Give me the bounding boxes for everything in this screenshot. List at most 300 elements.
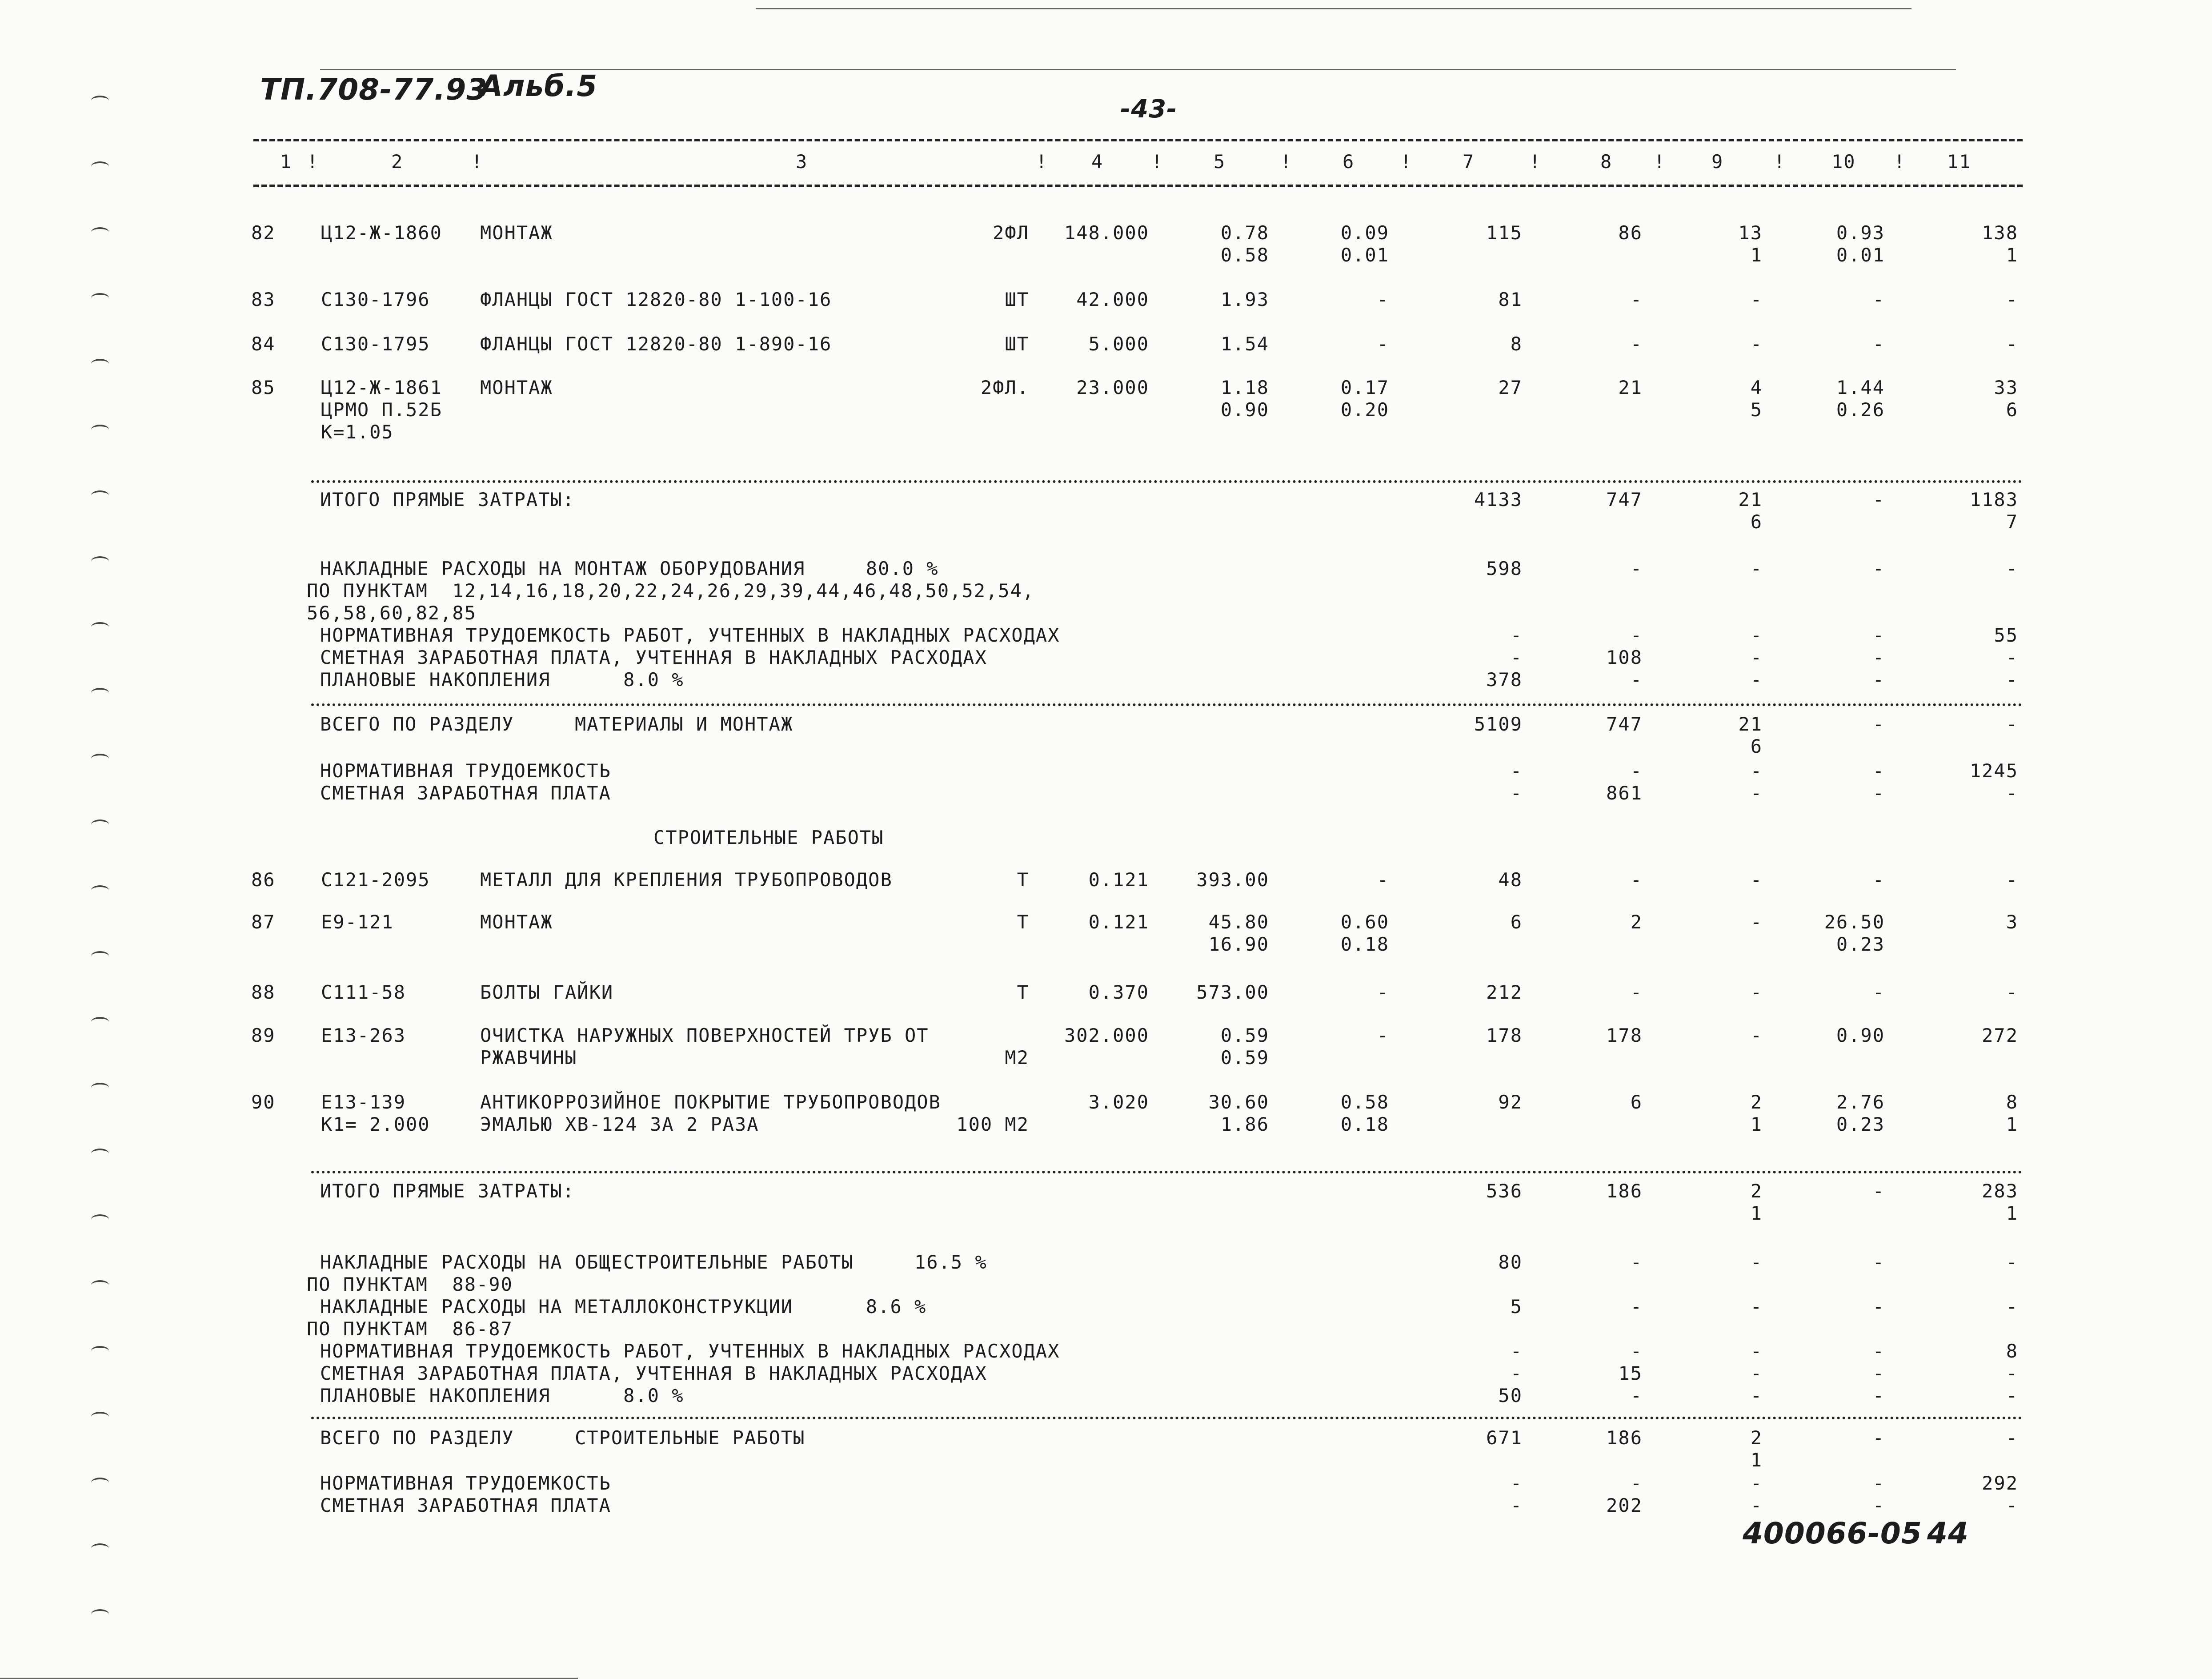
row-c9: 1: [1750, 244, 1763, 266]
overhead1-value: -: [2006, 669, 2018, 691]
row-code: Е13-139: [321, 1091, 406, 1113]
row-c5: 0.78: [1220, 222, 1269, 244]
overhead2-value: -: [1510, 1362, 1523, 1384]
row-unit: 2ФЛ.: [980, 377, 1029, 398]
separator-4: [311, 1417, 2023, 1419]
row-c5: 1.54: [1220, 333, 1269, 355]
row-c8: 178: [1606, 1024, 1643, 1046]
overhead2-value: -: [1750, 1296, 1763, 1317]
overhead2-line: НАКЛАДНЫЕ РАСХОДЫ НА ОБЩЕСТРОИТЕЛЬНЫЕ РАБОТЫ 16.5 %: [320, 1251, 987, 1273]
section2-label: ВСЕГО ПО РАЗДЕЛУ СТРОИТЕЛЬНЫЕ РАБОТЫ: [320, 1427, 805, 1449]
punch-mark: [91, 293, 109, 303]
overhead1-line: 56,58,60,82,85: [307, 602, 477, 624]
overhead2-line: ПО ПУНКТАМ 86-87: [307, 1318, 513, 1340]
summary1-c9: 6: [1750, 511, 1763, 533]
overhead1-value: -: [1872, 647, 1885, 668]
row-c9: 4: [1750, 377, 1763, 398]
row-c6: 0.18: [1340, 1113, 1389, 1135]
row-description: МОНТАЖ: [480, 911, 553, 933]
section1-norm-value: 1245: [1969, 760, 2018, 782]
overhead2-value: 80: [1498, 1251, 1523, 1273]
punch-mark: [91, 490, 109, 500]
column-number-7: 7: [1463, 151, 1475, 173]
punch-mark: [91, 885, 109, 895]
section1-wage-label: СМЕТНАЯ ЗАРАБОТНАЯ ПЛАТА: [320, 782, 611, 804]
overhead2-value: -: [1872, 1251, 1885, 1273]
row-c5: 0.59: [1220, 1047, 1269, 1068]
section2-c11: -: [2006, 1427, 2018, 1449]
overhead2-value: -: [1750, 1251, 1763, 1273]
punch-mark: [91, 96, 109, 105]
punch-mark: [91, 1543, 109, 1553]
overhead2-value: -: [1872, 1340, 1885, 1362]
header-rule-bottom: [253, 185, 2023, 187]
row-c7: 8: [1510, 333, 1523, 355]
row-c10: 1.44: [1836, 377, 1885, 398]
row-quantity: 3.020: [1088, 1091, 1149, 1113]
overhead1-line: НАКЛАДНЫЕ РАСХОДЫ НА МОНТАЖ ОБОРУДОВАНИЯ 80.0 %: [320, 558, 939, 579]
row-code: Ц12-Ж-1861: [321, 377, 442, 398]
column-number-9: 9: [1711, 151, 1724, 173]
section1-label: ВСЕГО ПО РАЗДЕЛУ МАТЕРИАЛЫ И МОНТАЖ: [320, 713, 793, 735]
column-number-1: 1: [280, 151, 293, 173]
section1-wage-value: -: [1872, 782, 1885, 804]
row-c8: -: [1630, 333, 1643, 355]
row-quantity: 0.121: [1088, 869, 1149, 891]
row-c10: -: [1872, 333, 1885, 355]
column-separator: !: [1280, 151, 1293, 173]
row-c11: 1: [2006, 1113, 2018, 1135]
row-c11: 272: [1982, 1024, 2018, 1046]
row-c6: -: [1377, 869, 1389, 891]
row-c10: 26.50: [1824, 911, 1885, 933]
row-quantity: 0.121: [1088, 911, 1149, 933]
section2-c9: 1: [1750, 1449, 1763, 1471]
overhead2-value: 8: [2006, 1340, 2018, 1362]
row-code: ЦРМО П.52Б: [321, 399, 442, 421]
row-number: 82: [251, 222, 276, 244]
section2-norm-value: -: [1872, 1472, 1885, 1494]
summary2-label: ИТОГО ПРЯМЫЕ ЗАТРАТЫ:: [320, 1180, 575, 1202]
section1-norm-value: -: [1750, 760, 1763, 782]
section2-title: СТРОИТЕЛЬНЫЕ РАБОТЫ: [653, 827, 884, 848]
punch-mark: [91, 951, 109, 961]
row-description: ФЛАНЦЫ ГОСТ 12820-80 1-890-16: [480, 333, 832, 355]
punch-mark: [91, 1149, 109, 1158]
punch-mark: [91, 1412, 109, 1422]
punch-mark: [91, 1346, 109, 1356]
row-unit: М2: [1005, 1047, 1029, 1068]
punch-mark: [91, 688, 109, 698]
overhead2-value: -: [1872, 1296, 1885, 1317]
row-c6: 0.01: [1340, 244, 1389, 266]
row-c8: 21: [1618, 377, 1643, 398]
row-c9: -: [1750, 333, 1763, 355]
overhead2-value: -: [1630, 1385, 1643, 1406]
overhead1-value: 55: [1994, 624, 2018, 646]
row-number: 90: [251, 1091, 276, 1113]
column-number-2: 2: [391, 151, 404, 173]
section2-wage-label: СМЕТНАЯ ЗАРАБОТНАЯ ПЛАТА: [320, 1494, 611, 1516]
overhead2-value: 15: [1618, 1362, 1643, 1384]
section1-wage-value: -: [1510, 782, 1523, 804]
column-number-6: 6: [1342, 151, 1355, 173]
row-description: МОНТАЖ: [480, 222, 553, 244]
row-c9: 2: [1750, 1091, 1763, 1113]
row-quantity: 302.000: [1064, 1024, 1149, 1046]
column-separator: !: [1654, 151, 1666, 173]
summary1-c8: 747: [1606, 489, 1643, 510]
section1-c9: 6: [1750, 735, 1763, 757]
overhead1-value: -: [1872, 624, 1885, 646]
row-c6: 0.58: [1340, 1091, 1389, 1113]
summary2-c10: -: [1872, 1180, 1885, 1202]
section2-norm-value: 292: [1982, 1472, 2018, 1494]
section2-norm-value: -: [1510, 1472, 1523, 1494]
overhead1-value: -: [1750, 558, 1763, 579]
row-c6: -: [1377, 1024, 1389, 1046]
overhead2-line: ПО ПУНКТАМ 88-90: [307, 1273, 513, 1295]
row-quantity: 0.370: [1088, 981, 1149, 1003]
overhead2-value: -: [1872, 1385, 1885, 1406]
row-code: С111-58: [321, 981, 406, 1003]
album-label: Альб.5: [480, 69, 598, 103]
overhead1-value: -: [1510, 624, 1523, 646]
section2-c7: 671: [1486, 1427, 1523, 1449]
summary2-c11: 1: [2006, 1202, 2018, 1224]
row-description: МОНТАЖ: [480, 377, 553, 398]
summary1-c11: 1183: [1969, 489, 2018, 510]
row-c7: 178: [1486, 1024, 1523, 1046]
row-c5: 1.93: [1220, 289, 1269, 310]
row-c6: 0.17: [1340, 377, 1389, 398]
punch-mark: [91, 1083, 109, 1093]
column-separator: !: [1151, 151, 1164, 173]
overhead2-value: -: [1750, 1340, 1763, 1362]
column-separator: !: [1529, 151, 1542, 173]
row-description: БОЛТЫ ГАЙКИ: [480, 981, 614, 1003]
row-c7: 115: [1486, 222, 1523, 244]
separator-2: [311, 703, 2023, 706]
overhead2-value: -: [1750, 1362, 1763, 1384]
section2-wage-value: 202: [1606, 1494, 1643, 1516]
summary1-c9: 21: [1738, 489, 1763, 510]
punch-mark: [91, 1609, 109, 1619]
row-unit: Т: [1017, 981, 1029, 1003]
row-c5: 30.60: [1208, 1091, 1269, 1113]
overhead2-value: -: [2006, 1296, 2018, 1317]
overhead1-value: -: [1630, 669, 1643, 691]
overhead1-value: -: [2006, 558, 2018, 579]
row-quantity: 23.000: [1076, 377, 1149, 398]
punch-mark: [91, 754, 109, 763]
overhead1-value: -: [1750, 647, 1763, 668]
overhead1-value: -: [1630, 558, 1643, 579]
section2-norm-value: -: [1630, 1472, 1643, 1494]
overhead2-value: 50: [1498, 1385, 1523, 1406]
overhead1-value: -: [2006, 647, 2018, 668]
overhead1-value: -: [1872, 669, 1885, 691]
row-code: С130-1796: [321, 289, 430, 310]
row-c8: 6: [1630, 1091, 1643, 1113]
section1-norm-value: -: [1510, 760, 1523, 782]
row-c8: 86: [1618, 222, 1643, 244]
column-separator: !: [1036, 151, 1048, 173]
row-c11: 1: [2006, 244, 2018, 266]
row-code: К=1.05: [321, 421, 394, 443]
column-separator: !: [471, 151, 484, 173]
overhead1-line: СМЕТНАЯ ЗАРАБОТНАЯ ПЛАТА, УЧТЕННАЯ В НАКЛАДНЫХ РАСХОДАХ: [320, 647, 987, 668]
row-c9: -: [1750, 981, 1763, 1003]
page-number: -43-: [1120, 95, 1178, 124]
overhead2-line: НОРМАТИВНАЯ ТРУДОЕМКОСТЬ РАБОТ, УЧТЕННЫХ В НАКЛАДНЫХ РАСХОДАХ: [320, 1340, 1060, 1362]
row-description: АНТИКОРРОЗИЙНОЕ ПОКРЫТИЕ ТРУБОПРОВОДОВ: [480, 1091, 941, 1113]
row-c10: -: [1872, 289, 1885, 310]
section1-wage-value: -: [2006, 782, 2018, 804]
row-c10: 2.76: [1836, 1091, 1885, 1113]
row-c5: 45.80: [1208, 911, 1269, 933]
row-c10: 0.23: [1836, 933, 1885, 955]
row-unit: Т: [1017, 911, 1029, 933]
summary2-c11: 283: [1982, 1180, 2018, 1202]
row-c5: 0.58: [1220, 244, 1269, 266]
row-quantity: 42.000: [1076, 289, 1149, 310]
row-c10: 0.01: [1836, 244, 1885, 266]
row-unit: Т: [1017, 869, 1029, 891]
row-c5: 1.86: [1220, 1113, 1269, 1135]
section2-c8: 186: [1606, 1427, 1643, 1449]
row-number: 84: [251, 333, 276, 355]
row-c11: 8: [2006, 1091, 2018, 1113]
row-c7: 212: [1486, 981, 1523, 1003]
summary1-c10: -: [1872, 489, 1885, 510]
overhead1-value: 598: [1486, 558, 1523, 579]
punch-mark: [91, 359, 109, 369]
section1-c11: -: [2006, 713, 2018, 735]
row-c6: 0.60: [1340, 911, 1389, 933]
overhead2-line: ПЛАНОВЫЕ НАКОПЛЕНИЯ 8.0 %: [320, 1385, 684, 1406]
row-quantity: 148.000: [1064, 222, 1149, 244]
row-c5: 0.90: [1220, 399, 1269, 421]
row-c8: -: [1630, 289, 1643, 310]
section2-wage-value: -: [1872, 1494, 1885, 1516]
row-c6: -: [1377, 333, 1389, 355]
row-c11: -: [2006, 289, 2018, 310]
section2-norm-value: -: [1750, 1472, 1763, 1494]
section1-norm-value: -: [1872, 760, 1885, 782]
column-number-4: 4: [1091, 151, 1104, 173]
row-c10: 0.23: [1836, 1113, 1885, 1135]
row-number: 85: [251, 377, 276, 398]
row-number: 89: [251, 1024, 276, 1046]
section2-norm-label: НОРМАТИВНАЯ ТРУДОЕМКОСТЬ: [320, 1472, 611, 1494]
separator-1: [311, 480, 2023, 483]
row-c11: 138: [1982, 222, 2018, 244]
overhead2-value: -: [2006, 1385, 2018, 1406]
overhead2-value: -: [1630, 1296, 1643, 1317]
punch-mark: [91, 161, 109, 171]
row-description: РЖАВЧИНЫ: [480, 1047, 577, 1068]
section2-wage-value: -: [1750, 1494, 1763, 1516]
section1-wage-value: 861: [1606, 782, 1643, 804]
row-quantity: 5.000: [1088, 333, 1149, 355]
overhead1-value: 378: [1486, 669, 1523, 691]
overhead2-value: -: [2006, 1362, 2018, 1384]
summary1-c11: 7: [2006, 511, 2018, 533]
row-c7: 6: [1510, 911, 1523, 933]
punch-mark: [91, 1017, 109, 1027]
punch-mark: [91, 1280, 109, 1290]
row-code: К1= 2.000: [321, 1113, 430, 1135]
row-c6: -: [1377, 289, 1389, 310]
overhead1-value: -: [1750, 669, 1763, 691]
row-description: МЕТАЛЛ ДЛЯ КРЕПЛЕНИЯ ТРУБОПРОВОДОВ: [480, 869, 893, 891]
row-c11: -: [2006, 981, 2018, 1003]
column-separator: !: [307, 151, 319, 173]
punch-mark: [91, 425, 109, 434]
row-c11: -: [2006, 869, 2018, 891]
section2-wage-value: -: [2006, 1494, 2018, 1516]
row-description: ЭМАЛЬЮ ХВ-124 ЗА 2 РАЗА: [480, 1113, 759, 1135]
row-c5: 1.18: [1220, 377, 1269, 398]
punch-mark: [91, 1214, 109, 1224]
overhead1-line: НОРМАТИВНАЯ ТРУДОЕМКОСТЬ РАБОТ, УЧТЕННЫХ В НАКЛАДНЫХ РАСХОДАХ: [320, 624, 1060, 646]
footer-stamp: 400066-05: [1743, 1516, 1922, 1550]
row-c9: -: [1750, 911, 1763, 933]
column-separator: !: [1774, 151, 1786, 173]
row-unit: 2ФЛ: [993, 222, 1029, 244]
column-number-8: 8: [1600, 151, 1613, 173]
row-c11: 6: [2006, 399, 2018, 421]
summary1-c7: 4133: [1474, 489, 1523, 510]
section1-norm-value: -: [1630, 760, 1643, 782]
separator-3: [311, 1171, 2023, 1173]
column-number-3: 3: [796, 151, 808, 173]
overhead2-line: НАКЛАДНЫЕ РАСХОДЫ НА МЕТАЛЛОКОНСТРУКЦИИ 8.6 %: [320, 1296, 927, 1317]
section1-c8: 747: [1606, 713, 1643, 735]
overhead2-value: -: [2006, 1251, 2018, 1273]
overhead2-value: -: [1750, 1385, 1763, 1406]
row-code: Е9-121: [321, 911, 394, 933]
section1-c7: 5109: [1474, 713, 1523, 735]
row-number: 86: [251, 869, 276, 891]
row-c7: 81: [1498, 289, 1523, 310]
row-number: 87: [251, 911, 276, 933]
row-c9: -: [1750, 1024, 1763, 1046]
summary2-c8: 186: [1606, 1180, 1643, 1202]
row-c9: 5: [1750, 399, 1763, 421]
overhead2-line: СМЕТНАЯ ЗАРАБОТНАЯ ПЛАТА, УЧТЕННАЯ В НАКЛАДНЫХ РАСХОДАХ: [320, 1362, 987, 1384]
overhead1-line: ПО ПУНКТАМ 12,14,16,18,20,22,24,26,29,39,44,46,48,50,52,54,: [307, 580, 1035, 602]
top-scan-rule-b: [320, 69, 1956, 70]
column-number-10: 10: [1831, 151, 1856, 173]
row-c8: -: [1630, 869, 1643, 891]
column-number-11: 11: [1947, 151, 1972, 173]
punch-mark: [91, 556, 109, 566]
summary2-c9: 2: [1750, 1180, 1763, 1202]
row-c11: 33: [1994, 377, 2018, 398]
column-separator: !: [1894, 151, 1906, 173]
doc-code: ТП.708-77.93: [260, 72, 488, 107]
row-c7: 27: [1498, 377, 1523, 398]
row-c11: 3: [2006, 911, 2018, 933]
row-c6: 0.20: [1340, 399, 1389, 421]
row-code: С130-1795: [321, 333, 430, 355]
row-c5: 573.00: [1196, 981, 1269, 1003]
row-c8: -: [1630, 981, 1643, 1003]
top-scan-rule-a: [756, 8, 1911, 9]
row-c10: -: [1872, 869, 1885, 891]
overhead1-value: 108: [1606, 647, 1643, 668]
row-c6: -: [1377, 981, 1389, 1003]
row-c8: 2: [1630, 911, 1643, 933]
row-c7: 92: [1498, 1091, 1523, 1113]
punch-mark: [91, 1478, 109, 1487]
row-unit: ШТ: [1005, 289, 1029, 310]
punch-mark: [91, 622, 109, 632]
section2-wage-value: -: [1510, 1494, 1523, 1516]
overhead1-value: -: [1872, 558, 1885, 579]
section2-c9: 2: [1750, 1427, 1763, 1449]
row-code: Ц12-Ж-1860: [321, 222, 442, 244]
summary2-c7: 536: [1486, 1180, 1523, 1202]
row-description: ФЛАНЦЫ ГОСТ 12820-80 1-100-16: [480, 289, 832, 310]
overhead1-line: ПЛАНОВЫЕ НАКОПЛЕНИЯ 8.0 %: [320, 669, 684, 691]
summary1-label: ИТОГО ПРЯМЫЕ ЗАТРАТЫ:: [320, 489, 575, 510]
row-c9: 1: [1750, 1113, 1763, 1135]
footer-sheet-number: 44: [1927, 1516, 1969, 1550]
column-number-5: 5: [1214, 151, 1226, 173]
punch-mark: [91, 227, 109, 237]
row-c9: 13: [1738, 222, 1763, 244]
row-c5: 16.90: [1208, 933, 1269, 955]
row-description: ОЧИСТКА НАРУЖНЫХ ПОВЕРХНОСТЕЙ ТРУБ ОТ: [480, 1024, 929, 1046]
overhead2-value: -: [1630, 1251, 1643, 1273]
section1-c10: -: [1872, 713, 1885, 735]
overhead1-value: -: [1510, 647, 1523, 668]
section1-norm-label: НОРМАТИВНАЯ ТРУДОЕМКОСТЬ: [320, 760, 611, 782]
row-c10: 0.90: [1836, 1024, 1885, 1046]
overhead2-value: 5: [1510, 1296, 1523, 1317]
section1-wage-value: -: [1750, 782, 1763, 804]
section1-c9: 21: [1738, 713, 1763, 735]
row-code: Е13-263: [321, 1024, 406, 1046]
row-c10: 0.26: [1836, 399, 1885, 421]
row-c10: -: [1872, 981, 1885, 1003]
overhead1-value: -: [1750, 624, 1763, 646]
column-separator: !: [1400, 151, 1413, 173]
row-c7: 48: [1498, 869, 1523, 891]
row-c6: 0.18: [1340, 933, 1389, 955]
summary2-c9: 1: [1750, 1202, 1763, 1224]
row-c6: 0.09: [1340, 222, 1389, 244]
overhead2-value: -: [1510, 1340, 1523, 1362]
section2-c10: -: [1872, 1427, 1885, 1449]
row-code: С121-2095: [321, 869, 430, 891]
row-c10: 0.93: [1836, 222, 1885, 244]
punch-mark: [91, 819, 109, 829]
overhead2-value: -: [1872, 1362, 1885, 1384]
header-rule-top: [253, 139, 2023, 141]
overhead2-value: -: [1630, 1340, 1643, 1362]
row-unit: 100 М2: [956, 1113, 1029, 1135]
row-number: 83: [251, 289, 276, 310]
row-c9: -: [1750, 289, 1763, 310]
row-c5: 0.59: [1220, 1024, 1269, 1046]
row-c11: -: [2006, 333, 2018, 355]
row-c9: -: [1750, 869, 1763, 891]
row-c5: 393.00: [1196, 869, 1269, 891]
